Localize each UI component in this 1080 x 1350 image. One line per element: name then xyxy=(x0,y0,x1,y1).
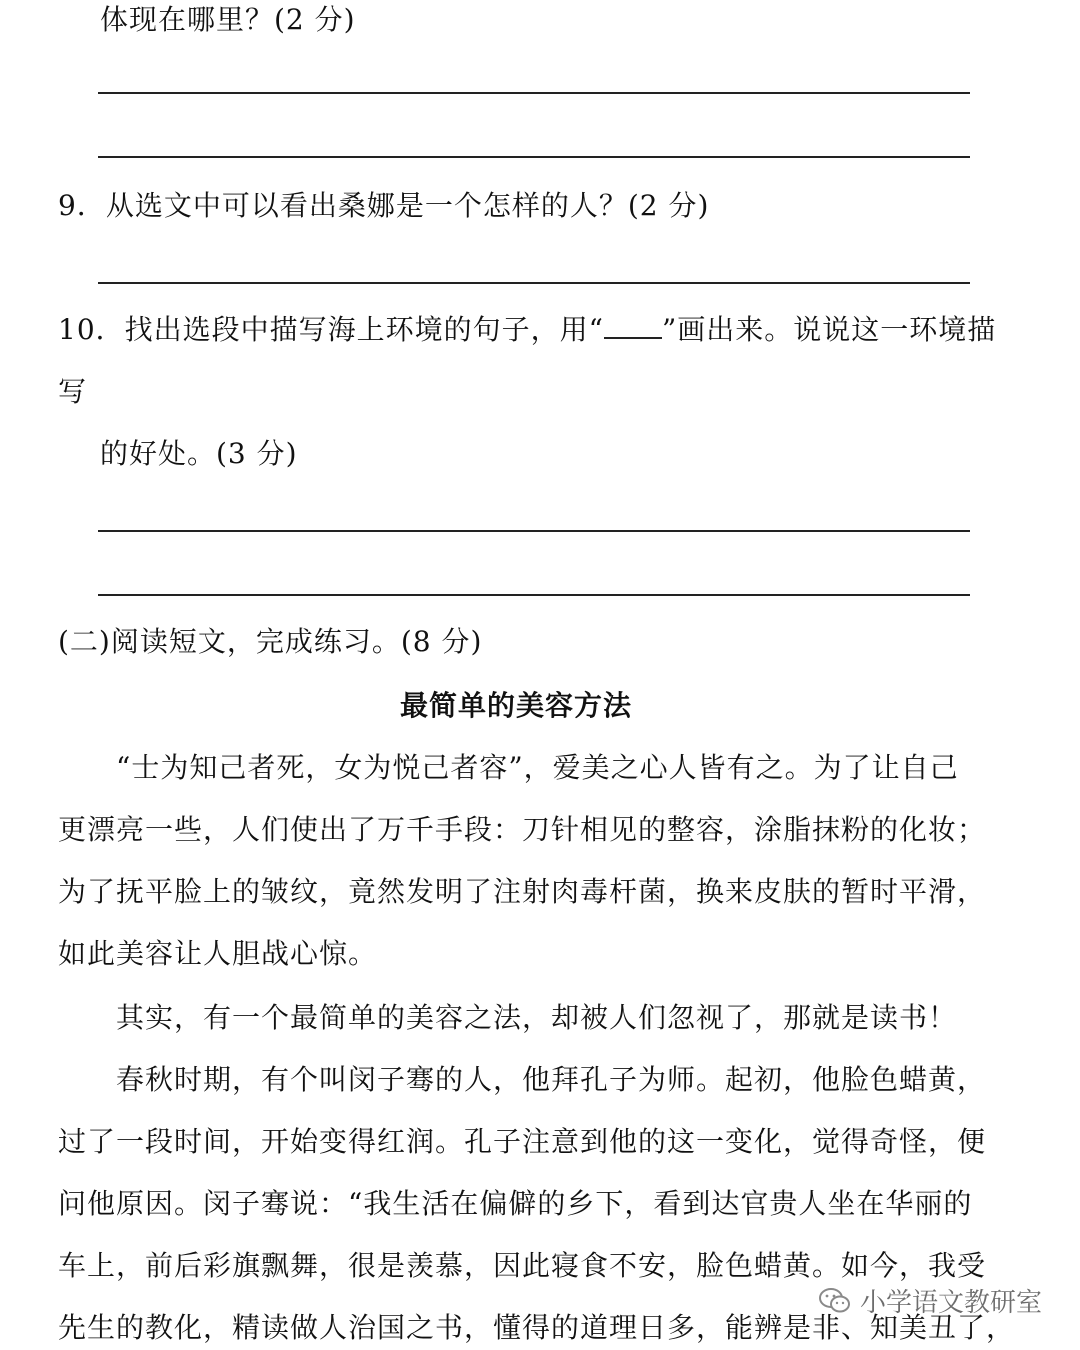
article-line: 其实，有一个最简单的美容之法，却被人们忽视了，那就是读书！ xyxy=(116,1001,958,1034)
question-10 xyxy=(58,312,996,348)
answer-line[interactable] xyxy=(98,282,970,284)
article-line: 如此美容让人胆战心惊。 xyxy=(58,937,378,970)
question-10-line3: 的好处。(3 分) xyxy=(100,437,298,470)
article-line: 为了抚平脸上的皱纹，竟然发明了注射肉毒杆菌，换来皮肤的暂时平滑， xyxy=(58,875,987,908)
wechat-icon xyxy=(818,1286,852,1316)
answer-line[interactable] xyxy=(98,92,970,94)
question-10-line2: 写 xyxy=(58,375,88,408)
article-line: 车上，前后彩旗飘舞，很是羡慕，因此寝食不安，脸色蜡黄。如今，我受 xyxy=(58,1249,987,1282)
answer-line[interactable] xyxy=(98,530,970,532)
article-line: 问他原因。闵子骞说：“我生活在偏僻的乡下，看到达官贵人坐在华丽的 xyxy=(58,1187,973,1220)
answer-line[interactable] xyxy=(98,156,970,158)
question-9: 9．从选文中可以看出桑娜是一个怎样的人？(2 分) xyxy=(58,189,710,222)
answer-line[interactable] xyxy=(98,594,970,596)
question-10-part2: ”画出来。说说这一环境描 xyxy=(661,313,997,346)
article-line: “士为知己者死，女为悦己者容”，爱美之心人皆有之。为了让自己 xyxy=(116,751,959,784)
question-10-part1: 10．找出选段中描写海上环境的句子，用“ xyxy=(58,313,604,346)
article-line: 先生的教化，精读做人治国之书，懂得的道理日多，能辨是非、知美丑了， xyxy=(58,1311,1016,1344)
question-8-tail: 体现在哪里？(2 分) xyxy=(100,3,356,36)
article-line: 更漂亮一些，人们使出了万千手段：刀针相见的整容，涂脂抹粉的化妆； xyxy=(58,813,987,846)
underline-blank xyxy=(604,313,662,339)
watermark-text: 小学语文教研室 xyxy=(859,1288,1042,1318)
watermark xyxy=(818,1282,1042,1319)
article-title: 最简单的美容方法 xyxy=(399,689,632,722)
article-line: 春秋时期，有个叫闵子骞的人，他拜孔子为师。起初，他脸色蜡黄， xyxy=(116,1063,987,1096)
article-line: 过了一段时间，开始变得红润。孔子注意到他的这一变化，觉得奇怪，便 xyxy=(58,1125,987,1158)
section-2-heading: (二)阅读短文，完成练习。(8 分) xyxy=(58,625,483,658)
